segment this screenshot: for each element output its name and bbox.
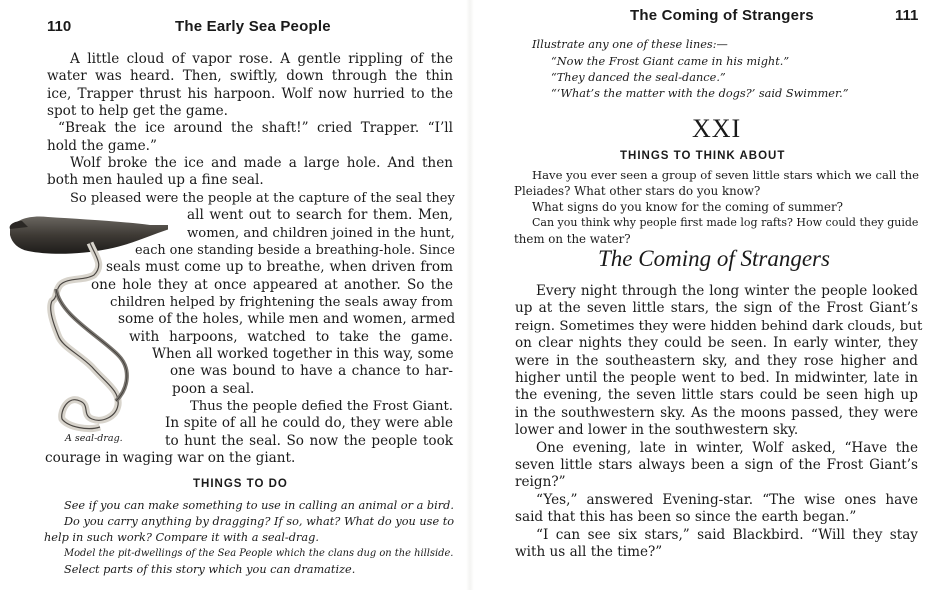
body-line: poon a seal.: [172, 380, 255, 397]
body-line: courage in waging war on the giant.: [45, 450, 296, 467]
page-number: 111: [895, 7, 919, 24]
section-heading-things-to-think-about: THINGS TO THINK ABOUT: [620, 150, 786, 162]
body-line: reign?”: [515, 474, 566, 491]
body-line: When all worked together in this way, some: [152, 345, 454, 362]
body-line: seven little stars always been a sign of the Frost Giant’s: [515, 457, 918, 473]
todo-line: Do you carry anything by dragging? If so, what? What do you use to: [64, 515, 455, 528]
right-page: [470, 0, 939, 590]
body-line: with us all the time?”: [515, 544, 663, 560]
body-line: In spite of all he could do, they were able: [165, 415, 453, 432]
chapter-number: XXI: [692, 114, 742, 143]
body-line: ice, Trapper thrust his harpoon. Wolf now hurried to the: [47, 85, 453, 102]
body-line: Thus the people defied the Frost Giant.: [190, 399, 453, 414]
body-line: So pleased were the people at the capture of the seal they: [70, 190, 455, 206]
body-line: higher until the people went to bed. In midwinter, late in: [515, 370, 918, 386]
body-line: spot to help get the game.: [47, 103, 228, 120]
todo-line: Select parts of this story which you can dramatize.: [64, 563, 356, 576]
body-line: hold the game.”: [47, 137, 157, 154]
body-line: “Break the ice around the shaft!” cried Trapper. “I’ll: [58, 120, 453, 137]
illustration-caption: A seal-drag.: [65, 433, 123, 444]
running-head: The Coming of Strangers: [630, 7, 814, 24]
body-line: women, and children joined in the hunt,: [187, 225, 455, 241]
body-line: One evening, late in winter, Wolf asked, “Have the: [536, 439, 918, 456]
strap: [51, 243, 119, 429]
body-line: reign. Sometimes they were hidden behind dark clouds, but: [515, 318, 923, 334]
illustrate-quote: “‘What’s the matter with the dogs?’ said Swimmer.”: [551, 87, 849, 100]
body-line: children helped by frightening the seals away from: [110, 294, 453, 310]
body-line: on clear nights they could be seen. In early winter, they: [515, 335, 918, 352]
body-line: said that this has been so since the earth began.”: [515, 509, 857, 526]
think-about-line: Pleiades? What other stars do you know?: [514, 184, 761, 198]
illustrate-quote: “Now the Frost Giant came in his might.”: [551, 55, 790, 68]
body-line: “I can see six stars,” said Blackbird. “Will they stay: [536, 526, 918, 543]
running-head: The Early Sea People: [175, 18, 331, 35]
body-line: water was heard. Then, swiftly, down through the thin: [47, 68, 453, 85]
body-line: A little cloud of vapor rose. A gentle rippling of the: [70, 51, 453, 67]
body-line: were in the southeastern sky, and they rose higher and: [515, 352, 918, 369]
body-line: Every night through the long winter the people looked: [536, 283, 918, 299]
body-line: one hole they at once appeared at another. So the: [91, 276, 453, 293]
body-line: one was bound to have a chance to har-: [170, 363, 453, 380]
body-line: up at the seven little stars, the sign of the Frost Giant’s: [515, 300, 918, 317]
body-line: with harpoons, watched to take the game.: [129, 328, 453, 345]
page-number: 110: [47, 18, 72, 35]
body-line: each one standing beside a breathing-hole. Since: [135, 242, 455, 258]
section-heading-things-to-do: THINGS TO DO: [193, 478, 288, 490]
body-line: the evening, the seven little stars could be seen high up: [515, 387, 918, 404]
body-line: “Yes,” answered Evening-star. “The wise ones have: [536, 491, 918, 508]
illustrate-intro: Illustrate any one of these lines:—: [532, 38, 728, 51]
body-line: all went out to search for them. Men,: [187, 207, 453, 224]
body-line: some of the holes, while men and women, armed: [118, 311, 456, 328]
todo-line: Model the pit-dwellings of the Sea People which the clans dug on the hillside.: [64, 548, 454, 559]
todo-line: help in such work? Compare it with a seal-drag.: [44, 531, 319, 544]
think-about-line: them on the water?: [514, 232, 631, 246]
body-line: both men hauled up a fine seal.: [47, 172, 264, 189]
think-about-line: What signs do you know for the coming of summer?: [532, 200, 843, 214]
think-about-line: Can you think why people first made log rafts? How could they guide: [532, 216, 919, 229]
body-line: seals must come up to breathe, when driven from: [106, 259, 453, 276]
body-line: lower and lower in the southwestern sky.: [515, 422, 799, 439]
seal-drag-illustration: [8, 205, 168, 435]
think-about-line: Have you ever seen a group of seven little stars which we call the: [532, 168, 919, 182]
chapter-title: The Coming of Strangers: [598, 246, 830, 271]
body-line: to hunt the seal. So now the people took: [165, 432, 453, 449]
body-line: in the southwestern sky. As the moons passed, they were: [515, 404, 918, 421]
body-line: Wolf broke the ice and made a large hole. And then: [70, 155, 453, 172]
todo-line: See if you can make something to use in calling an animal or a bird.: [64, 499, 454, 512]
illustrate-quote: “They danced the seal-dance.”: [551, 71, 726, 84]
